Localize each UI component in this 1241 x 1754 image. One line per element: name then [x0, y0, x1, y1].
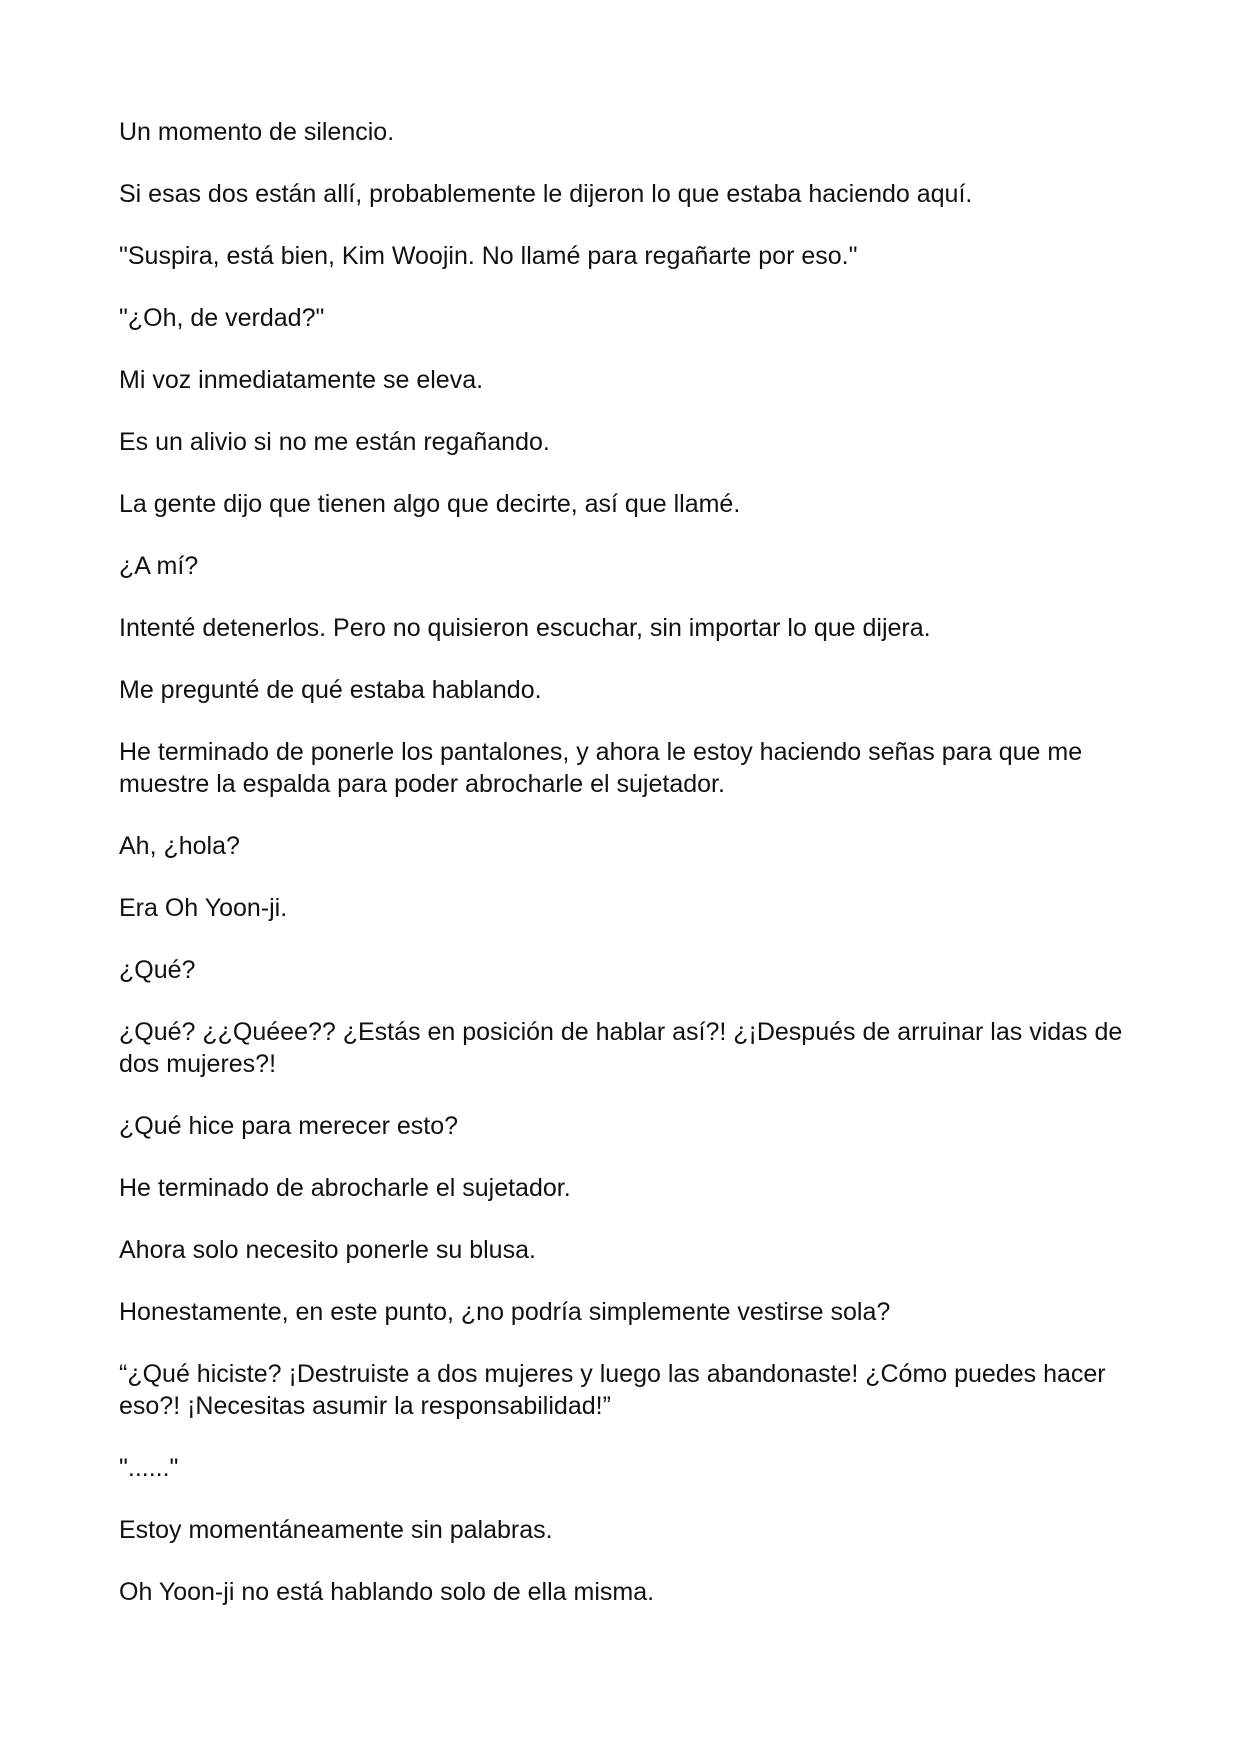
paragraph: Estoy momentáneamente sin palabras. [119, 1516, 553, 1544]
paragraph: Mi voz inmediatamente se eleva. [119, 366, 484, 394]
paragraph: Ahora solo necesito ponerle su blusa. [119, 1236, 536, 1264]
paragraph: "¿Oh, de verdad?" [119, 304, 325, 332]
paragraph: Un momento de silencio. [119, 118, 395, 146]
paragraph: “¿Qué hiciste? ¡Destruiste a dos mujeres y luego las abandonaste! ¿Cómo puedes hacer eso?! ¡Necesitas asumir la responsabilidad!” [119, 1360, 1106, 1420]
paragraph: Ah, ¿hola? [119, 832, 240, 860]
paragraph: Oh Yoon-ji no está hablando solo de ella misma. [119, 1578, 655, 1606]
paragraph: Si esas dos están allí, probablemente le dijeron lo que estaba haciendo aquí. [119, 180, 973, 208]
paragraph: La gente dijo que tienen algo que decirte, así que llamé. [119, 490, 741, 518]
paragraph: Honestamente, en este punto, ¿no podría simplemente vestirse sola? [119, 1298, 891, 1326]
paragraph: "Suspira, está bien, Kim Woojin. No llamé para regañarte por eso." [119, 242, 858, 270]
paragraph: He terminado de abrocharle el sujetador. [119, 1174, 571, 1202]
paragraph: ¿A mí? [119, 552, 199, 580]
paragraph: "......" [119, 1454, 179, 1482]
paragraph: ¿Qué? ¿¿Quéee?? ¿Estás en posición de hablar así?! ¿¡Después de arruinar las vidas de dos mujeres?! [119, 1018, 1123, 1078]
paragraph: ¿Qué? [119, 956, 196, 984]
paragraph: Es un alivio si no me están regañando. [119, 428, 550, 456]
paragraph: Era Oh Yoon-ji. [119, 894, 288, 922]
paragraph: Intenté detenerlos. Pero no quisieron escuchar, sin importar lo que dijera. [119, 614, 931, 642]
document-body [119, 116, 1129, 1638]
paragraph: He terminado de ponerle los pantalones, y ahora le estoy haciendo señas para que me muestre la espalda para poder abrocharle el sujetador. [119, 738, 1083, 798]
paragraph: ¿Qué hice para merecer esto? [119, 1112, 459, 1140]
paragraph: Me pregunté de qué estaba hablando. [119, 676, 542, 704]
